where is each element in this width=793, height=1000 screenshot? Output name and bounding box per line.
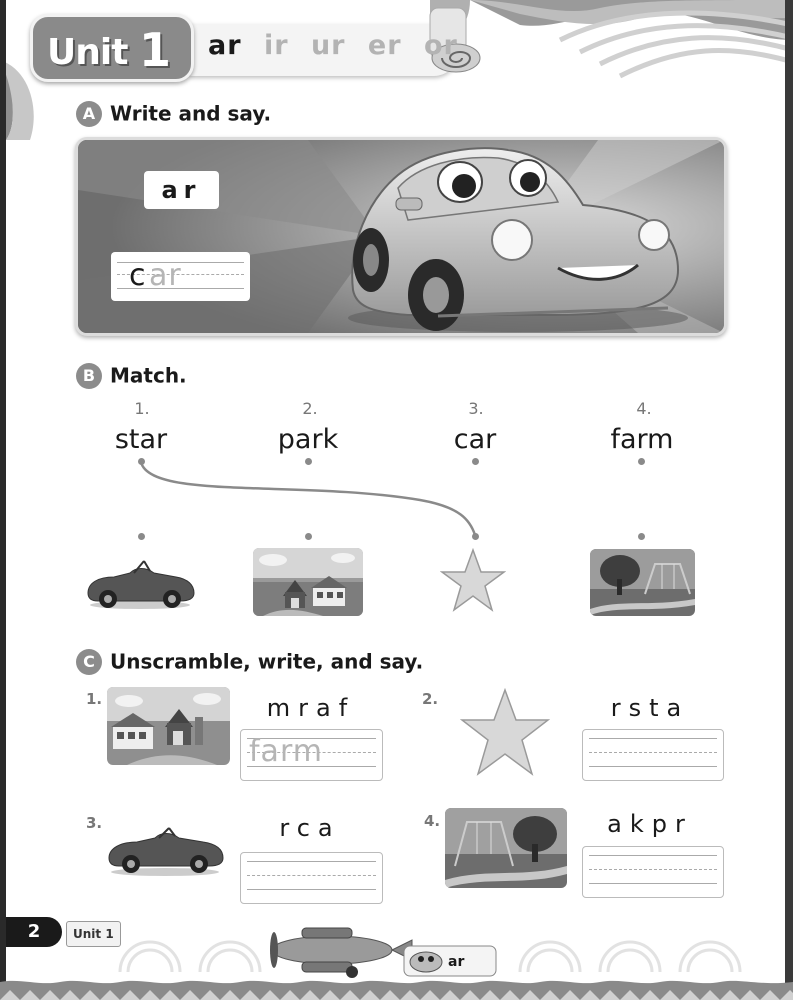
section-a-instruction: Write and say. <box>110 101 272 126</box>
match-dot-bottom-1[interactable] <box>138 533 145 540</box>
scrambled-word-3: rca <box>279 814 341 842</box>
match-word-farm: farm <box>610 424 674 455</box>
sound-ar-box: ar <box>144 171 219 209</box>
car-character-illustration <box>78 140 724 333</box>
match-word-park: park <box>277 424 339 455</box>
match-dot-bottom-2[interactable] <box>305 533 312 540</box>
page-edge-left <box>0 0 6 1000</box>
unscramble-number-4: 4. <box>424 812 441 830</box>
phonics-er: er <box>367 30 402 61</box>
star-picture <box>440 548 506 614</box>
page-edge-right <box>785 0 793 1000</box>
match-number-3: 3. <box>468 399 484 418</box>
match-word-car: car <box>453 424 497 455</box>
section-a-write-box[interactable] <box>111 252 250 301</box>
phonics-list <box>208 30 470 61</box>
unscramble-number-1: 1. <box>86 690 103 708</box>
match-dot-bottom-4[interactable] <box>638 533 645 540</box>
section-a-badge: A <box>76 101 102 127</box>
section-b-badge: B <box>76 363 102 389</box>
answer-trace-farm: farm <box>249 734 323 769</box>
phonics-or: or <box>423 30 458 61</box>
section-b-instruction: Match. <box>110 363 187 388</box>
page-number: 2 <box>6 917 62 947</box>
unscramble-car-picture <box>105 826 225 876</box>
unscramble-star-picture <box>460 688 550 778</box>
farm-picture <box>253 548 363 616</box>
scrambled-word-2: rsta <box>610 694 690 722</box>
phonics-ir: ir <box>263 30 289 61</box>
match-word-star: star <box>114 424 168 455</box>
traced-letter-c: c <box>129 258 147 293</box>
park-picture <box>590 549 695 616</box>
unit-number: 1 <box>138 23 170 77</box>
phonics-ar: ar <box>208 30 242 61</box>
phonics-ur: ur <box>310 30 346 61</box>
unit-title-badge <box>30 14 194 82</box>
unscramble-park-picture <box>445 808 567 888</box>
footer-unit-label: Unit 1 <box>66 921 121 947</box>
section-a-panel <box>75 137 727 336</box>
match-number-4: 4. <box>636 399 652 418</box>
section-c-badge: C <box>76 649 102 675</box>
unscramble-farm-picture <box>107 687 230 765</box>
scrambled-word-1: mraf <box>266 694 356 722</box>
match-dot-top-2[interactable] <box>305 458 312 465</box>
match-dot-top-1[interactable] <box>138 458 145 465</box>
section-a-heading <box>76 100 271 127</box>
unscramble-number-2: 2. <box>422 690 439 708</box>
answer-box-4[interactable] <box>582 846 724 898</box>
car-picture <box>84 555 196 610</box>
answer-box-1[interactable] <box>240 729 383 781</box>
traced-letters-ar: ar <box>149 258 182 293</box>
scrambled-word-4: akpr <box>607 810 693 838</box>
match-dot-bottom-3[interactable] <box>472 533 479 540</box>
unscramble-number-3: 3. <box>86 814 103 832</box>
match-number-2: 2. <box>302 399 318 418</box>
match-dot-top-4[interactable] <box>638 458 645 465</box>
section-c-heading <box>76 648 423 675</box>
answer-box-3[interactable] <box>240 852 383 904</box>
answer-box-2[interactable] <box>582 729 724 781</box>
footer-sign-text: ar <box>448 954 465 970</box>
match-dot-top-3[interactable] <box>472 458 479 465</box>
match-number-1: 1. <box>134 399 150 418</box>
section-c-instruction: Unscramble, write, and say. <box>110 649 424 674</box>
section-b-heading <box>76 362 187 389</box>
unit-word: Unit <box>47 32 128 73</box>
